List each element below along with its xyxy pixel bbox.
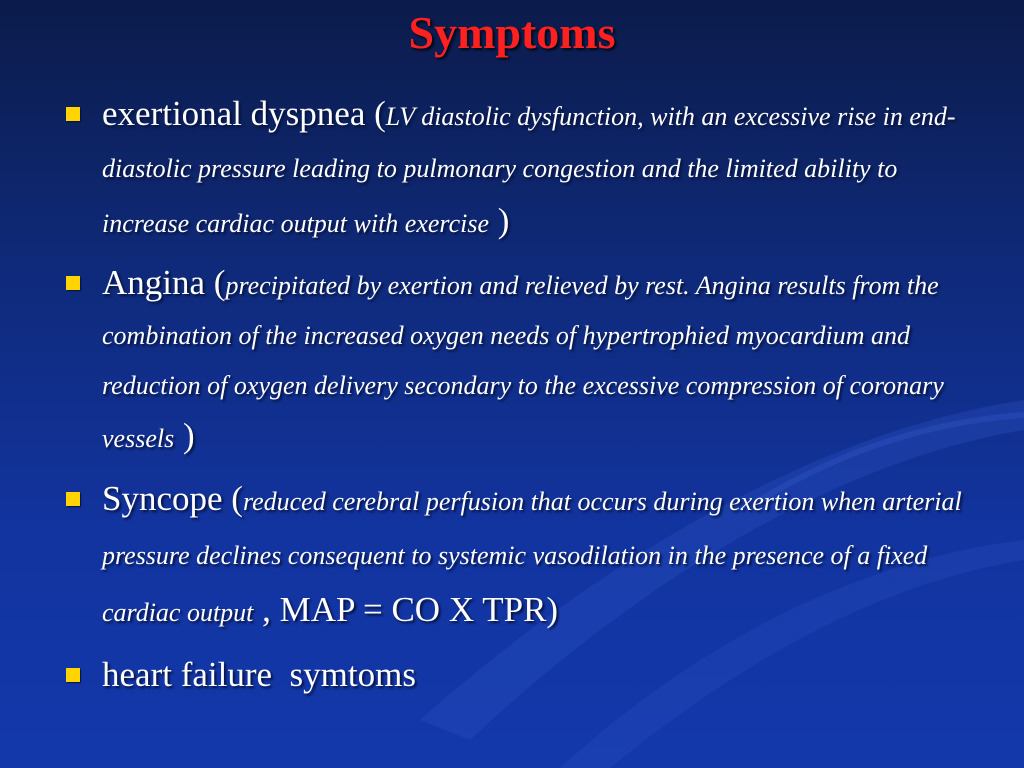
bullet-detail: reduced cerebral perfusion that occurs during exertion when arterial pressure declines consequent to systemic vasodilation in the presence of a fixed cardiac output bbox=[102, 487, 962, 627]
bullet-list bbox=[58, 90, 978, 707]
bullet-item-heart-failure bbox=[58, 650, 978, 707]
bullet-lead: Syncope ( bbox=[102, 479, 243, 518]
square-bullet-icon bbox=[66, 276, 80, 290]
bullet-item-angina bbox=[58, 260, 978, 466]
bullet-tail: , MAP = CO X TPR) bbox=[253, 590, 559, 629]
bullet-item-syncope bbox=[58, 474, 978, 642]
bullet-detail: precipitated by exertion and relieved by rest. Angina results from the combination of the increased oxygen needs of hypertrophied myocardium and reduction of oxygen delivery secondary to the excessive compression of coronary vessels bbox=[102, 271, 944, 453]
bullet-detail: LV diastolic dysfunction, with an excessive rise in end-diastolic pressure leading to pulmonary congestion and the limited ability to increase cardiac output with exercise bbox=[102, 102, 956, 238]
slide-title: Symptoms bbox=[408, 7, 616, 58]
bullet-tail: ) bbox=[174, 416, 195, 455]
bullet-lead: heart failure symtoms bbox=[102, 655, 416, 694]
square-bullet-icon bbox=[66, 492, 80, 506]
bullet-tail: ) bbox=[489, 201, 510, 240]
bullet-lead: Angina ( bbox=[102, 263, 226, 302]
square-bullet-icon bbox=[66, 668, 80, 682]
bullet-item-exertional-dyspnea bbox=[58, 90, 978, 252]
bullet-lead: exertional dyspnea ( bbox=[102, 94, 386, 133]
square-bullet-icon bbox=[66, 107, 80, 121]
